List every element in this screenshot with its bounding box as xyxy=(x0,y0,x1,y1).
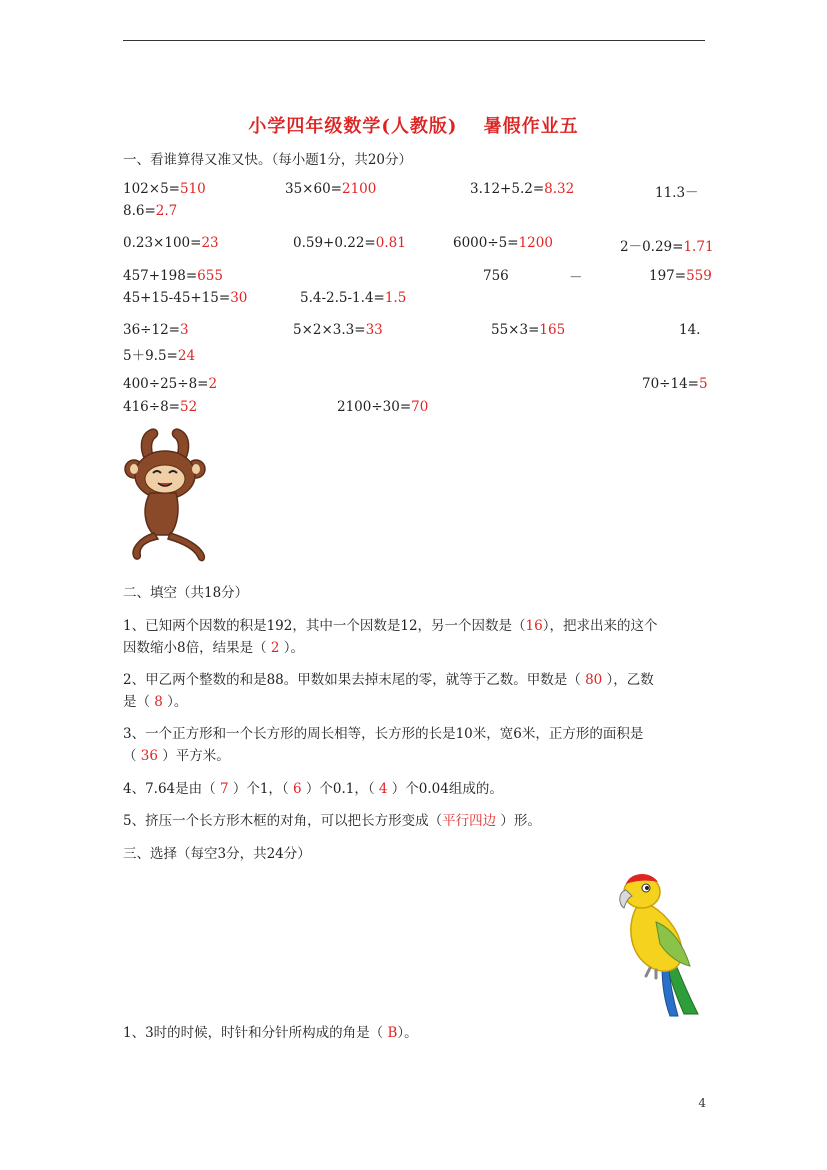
calc-item: 35×60=2100 xyxy=(285,181,377,197)
calc-item: 197=559 xyxy=(649,268,712,284)
fill-question-3-line2: （ 36 ）平方米。 xyxy=(123,748,230,764)
calc-item: 3.12+5.2=8.32 xyxy=(470,181,575,197)
calc-item: 6000÷5=1200 xyxy=(453,235,553,251)
fill-question-2-line2: 是（ 8 ）。 xyxy=(123,694,188,710)
calc-item: 2100÷30=70 xyxy=(337,399,429,415)
header-rule xyxy=(123,40,705,41)
calc-item: 11.3－ xyxy=(655,185,699,201)
choice-question-1: 1、3时的时候，时针和分针所构成的角是（ B）。 xyxy=(123,1025,418,1041)
fill-question-5: 5、挤压一个长方形木框的对角，可以把长方形变成（平行四边 ）形。 xyxy=(123,813,541,829)
calc-item: 14. xyxy=(679,322,701,338)
calc-item: 400÷25÷8=2 xyxy=(123,376,218,392)
calc-item: 457+198=655 xyxy=(123,268,223,284)
calc-item: － xyxy=(569,270,583,286)
calc-item: 70÷14=5 xyxy=(642,376,708,392)
calc-item: 5.4-2.5-1.4=1.5 xyxy=(300,290,407,306)
calc-item: 8.6=2.7 xyxy=(123,203,178,219)
calc-item: 36÷12=3 xyxy=(123,322,189,338)
calc-item: 45+15-45+15=30 xyxy=(123,290,248,306)
calc-item: 55×3=165 xyxy=(491,322,566,338)
section2-heading: 二、填空（共18分） xyxy=(123,585,249,601)
parrot-illustration xyxy=(612,868,712,1018)
section3-heading: 三、选择（每空3分，共24分） xyxy=(123,846,311,862)
fill-question-4: 4、7.64是由（ 7 ）个1，（ 6 ）个0.1，（ 4 ）个0.04组成的。 xyxy=(123,781,503,797)
calc-item: 5＋9.5=24 xyxy=(123,348,196,364)
fill-question-2-line1: 2、甲乙两个整数的和是88。甲数如果去掉末尾的零，就等于乙数。甲数是（ 80 ），乙数 xyxy=(123,672,654,688)
calc-item: 756 xyxy=(483,268,509,284)
fill-question-1-line2: 因数缩小8倍，结果是（ 2 ）。 xyxy=(123,640,305,656)
fill-question-3-line1: 3、一个正方形和一个长方形的周长相等，长方形的长是10米，宽6米，正方形的面积是 xyxy=(123,726,644,742)
monkey-illustration xyxy=(120,425,215,565)
fill-question-1-line1: 1、已知两个因数的积是192，其中一个因数是12，另一个因数是（16），把求出来的这个 xyxy=(123,618,658,634)
calc-item: 0.59+0.22=0.81 xyxy=(293,235,406,251)
page-title: 小学四年级数学(人教版) 暑假作业五 xyxy=(248,116,579,137)
section1-heading: 一、看谁算得又准又快。（每小题1分，共20分） xyxy=(123,152,413,168)
calc-item: 5×2×3.3=33 xyxy=(293,322,383,338)
calc-item: 416÷8=52 xyxy=(123,399,198,415)
page-number: 4 xyxy=(698,1096,706,1110)
calc-item: 0.23×100=23 xyxy=(123,235,219,251)
calc-item: 2－0.29=1.71 xyxy=(620,239,714,255)
calc-item: 102×5=510 xyxy=(123,181,206,197)
